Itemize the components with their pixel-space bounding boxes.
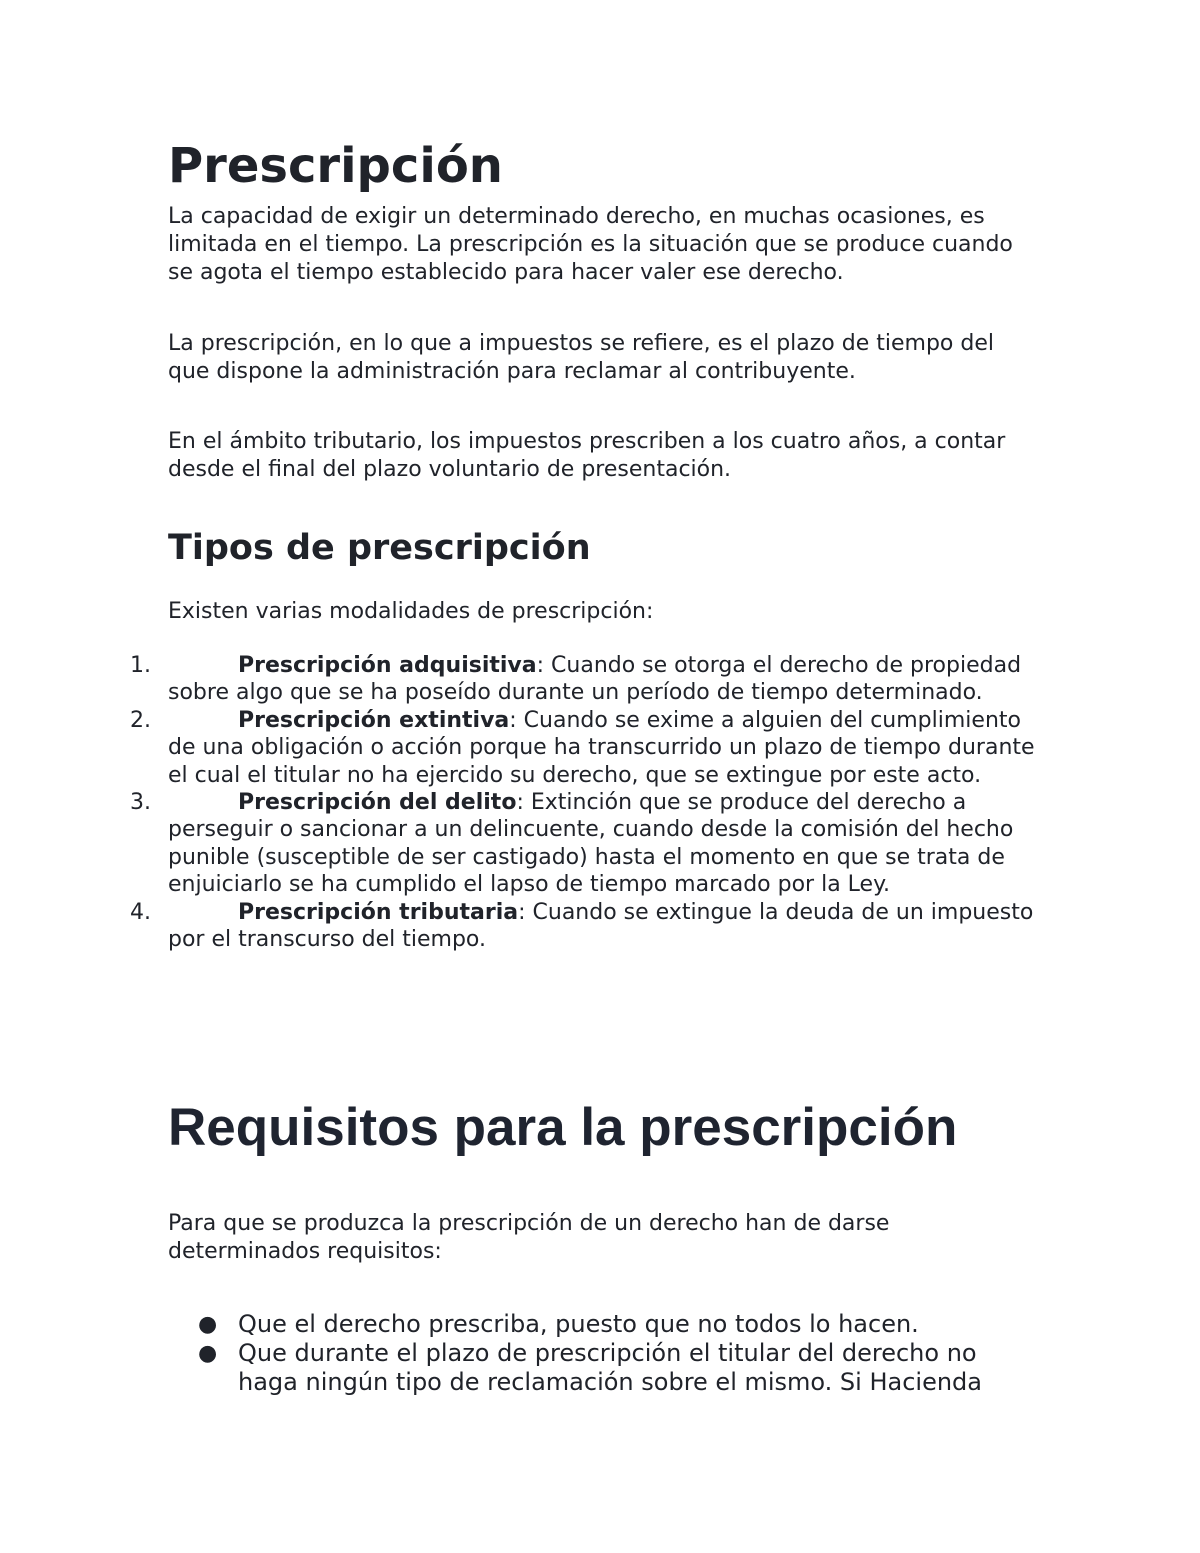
intro-paragraph-2: La prescripción, en lo que a impuestos se refiere, es el plazo de tiempo del que dispone la administración para reclamar al contribuyente.	[168, 331, 994, 384]
list-term: Prescripción del delito	[238, 790, 517, 816]
list-text: Que el derecho prescriba, puesto que no todos lo hacen.	[238, 1310, 919, 1338]
intro-paragraph-3: En el ámbito tributario, los impuestos prescriben a los cuatro años, a contar desde el final del plazo voluntario de presentación.	[168, 429, 1006, 482]
list-number: 4.	[130, 899, 151, 925]
tipos-list	[130, 652, 1038, 953]
list-term: Prescripción extintiva	[238, 707, 510, 733]
list-item	[198, 1310, 1038, 1339]
list-text: Que durante el plazo de prescripción el titular del derecho no haga ningún tipo de reclamación sobre el mismo. Si Hacienda	[238, 1339, 982, 1396]
list-term: Prescripción tributaria	[238, 899, 519, 925]
bullet-icon: ●	[198, 1341, 218, 1366]
bullet-icon: ●	[198, 1312, 218, 1337]
list-number: 3.	[130, 790, 151, 816]
list-item	[130, 652, 1038, 707]
list-text: : Cuando se otorga el derecho de propiedad sobre algo que se ha poseído durante un período de tiempo determinado.	[168, 653, 1022, 706]
list-number: 2.	[130, 707, 151, 733]
tipos-heading: Tipos de prescripción	[168, 528, 591, 568]
requisitos-heading: Requisitos para la prescripción	[168, 1098, 958, 1157]
list-text: : Cuando se exime a alguien del cumplimiento de una obligación o acción porque ha transcurrido un plazo de tiempo durante el cual el titular no ha ejercido su derecho, que se extingue por este acto.	[168, 707, 1035, 788]
list-text: : Cuando se extingue la deuda de un impuesto por el transcurso del tiempo.	[168, 899, 1034, 953]
list-number: 1.	[130, 653, 151, 678]
list-item	[198, 1339, 1038, 1397]
list-term: Prescripción adquisitiva	[238, 653, 537, 678]
requisitos-list	[198, 1310, 1038, 1397]
intro-paragraph-1: La capacidad de exigir un determinado derecho, en muchas ocasiones, es limitada en el tiempo. La prescripción es la situación que se produce cuando se agota el tiempo establecido para hacer valer ese derecho.	[168, 204, 1013, 285]
list-item	[130, 707, 1038, 789]
requisitos-lead: Para que se produzca la prescripción de un derecho han de darse determinados requisitos:	[168, 1211, 890, 1264]
list-item	[130, 789, 1038, 899]
tipos-lead: Existen varias modalidades de prescripción:	[168, 599, 654, 624]
list-item	[130, 899, 1038, 954]
list-text: : Extinción que se produce del derecho a perseguir o sancionar a un delincuente, cuando desde la comisión del hecho punible (susceptible de ser castigado) hasta el momento en que se trata de enjuiciarlo se ha cumplido el lapso de tiempo marcado por la Ley.	[168, 790, 1014, 898]
page-title: Prescripción	[168, 138, 503, 194]
